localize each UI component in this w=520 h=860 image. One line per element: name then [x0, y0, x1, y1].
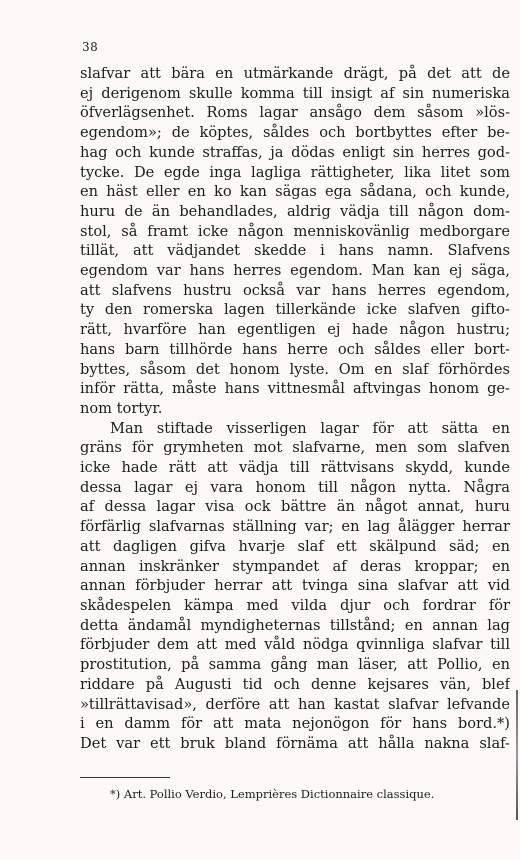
- text-line: tillät, att vädjandet skedde i hans namn. Slafvens: [80, 242, 510, 260]
- text-line: att dagligen gifva hvarje slaf ett skälpund säd; en: [80, 537, 510, 555]
- text-line: annan förbjuder herrar att tvinga sina slafvar att vid: [80, 577, 510, 595]
- body-text: [80, 64, 510, 754]
- text-line: huru de än behandlades, aldrig vädja till någon dom-: [80, 202, 510, 220]
- text-line: hans barn tillhörde hans herre och såldes eller bort-: [80, 340, 510, 358]
- footnote: *) Art. Pollio Verdio, Lemprières Dictionnaire classique.: [110, 787, 435, 801]
- text-line: dessa lagar ej vara honom till någon nytta. Några: [80, 478, 510, 496]
- text-line: förfärlig slafvarnas ställning var; en lag ålägger herrar: [80, 518, 510, 536]
- text-line: att slafvens hustru också var hans herres egendom,: [80, 281, 510, 299]
- text-line: slafvar att bära en utmärkande drägt, på det att de: [80, 65, 510, 82]
- text-line: i en damm för att mata nejonögon för hans bord.*): [80, 715, 510, 733]
- text-line: rätt, hvarföre han egentligen ej hade någon hustru;: [80, 321, 510, 339]
- text-line: byttes, såsom det honom lyste. Om en slaf förhördes: [80, 360, 510, 378]
- text-line: af dessa lagar visa ock bättre än något annat, huru: [80, 498, 510, 516]
- text-line: en häst eller en ko kan sägas ega sådana, och kunde,: [80, 183, 510, 201]
- text-line: »tillrättavisad», derföre att han kastat slafvar lefvande: [80, 695, 510, 713]
- text-line: riddare på Augusti tid och denne kejsares vän, blef: [80, 675, 510, 693]
- text-line: detta ändamål myndigheternas tillstånd; en annan lag: [80, 616, 510, 634]
- text-line: inför rätta, måste hans vittnesmål aftvingas honom ge-: [80, 380, 510, 398]
- text-line: nom tortyr.: [80, 399, 163, 417]
- page-edge-shadow: [516, 690, 518, 820]
- text-line: ej derigenom skulle komma till insigt af sin numeriska: [80, 84, 510, 102]
- footnote-divider: [80, 777, 170, 778]
- text-line: förbjuder dem att med våld nödga qvinnliga slafvar till: [80, 636, 510, 654]
- page-number: 38: [82, 40, 99, 54]
- text-line: Man stiftade visserligen lagar för att sätta en: [110, 419, 510, 437]
- text-line: annan inskränker stympandet af deras kroppar; en: [80, 557, 510, 575]
- text-line: skådespelen kämpa med vilda djur och fordrar för: [80, 596, 510, 614]
- text-line: Det var ett bruk bland förnäma att hålla nakna slaf-: [80, 734, 510, 752]
- text-line: icke hade rätt att vädja till rättvisans skydd, kunde: [80, 459, 510, 477]
- text-line: egendom var hans herres egendom. Man kan ej säga,: [80, 262, 510, 280]
- text-line: öfverlägsenhet. Roms lagar ansågo dem såsom »lös-: [80, 104, 510, 122]
- text-line: stol, så framt icke någon menniskovänlig medborgare: [80, 222, 510, 240]
- text-line: hag och kunde straffas, ja dödas enligt sin herres god-: [80, 143, 510, 161]
- text-line: prostitution, på samma gång man läser, att Pollio, en: [80, 656, 510, 674]
- text-line: gräns för grymheten mot slafvarne, men som slafven: [80, 439, 510, 457]
- text-line: egendom»; de köptes, såldes och bortbyttes efter be-: [80, 124, 510, 142]
- text-line: tycke. De egde inga lagliga rättigheter, lika litet som: [80, 163, 510, 181]
- text-line: ty den romerska lagen tillerkände icke slafven gifto-: [80, 301, 510, 319]
